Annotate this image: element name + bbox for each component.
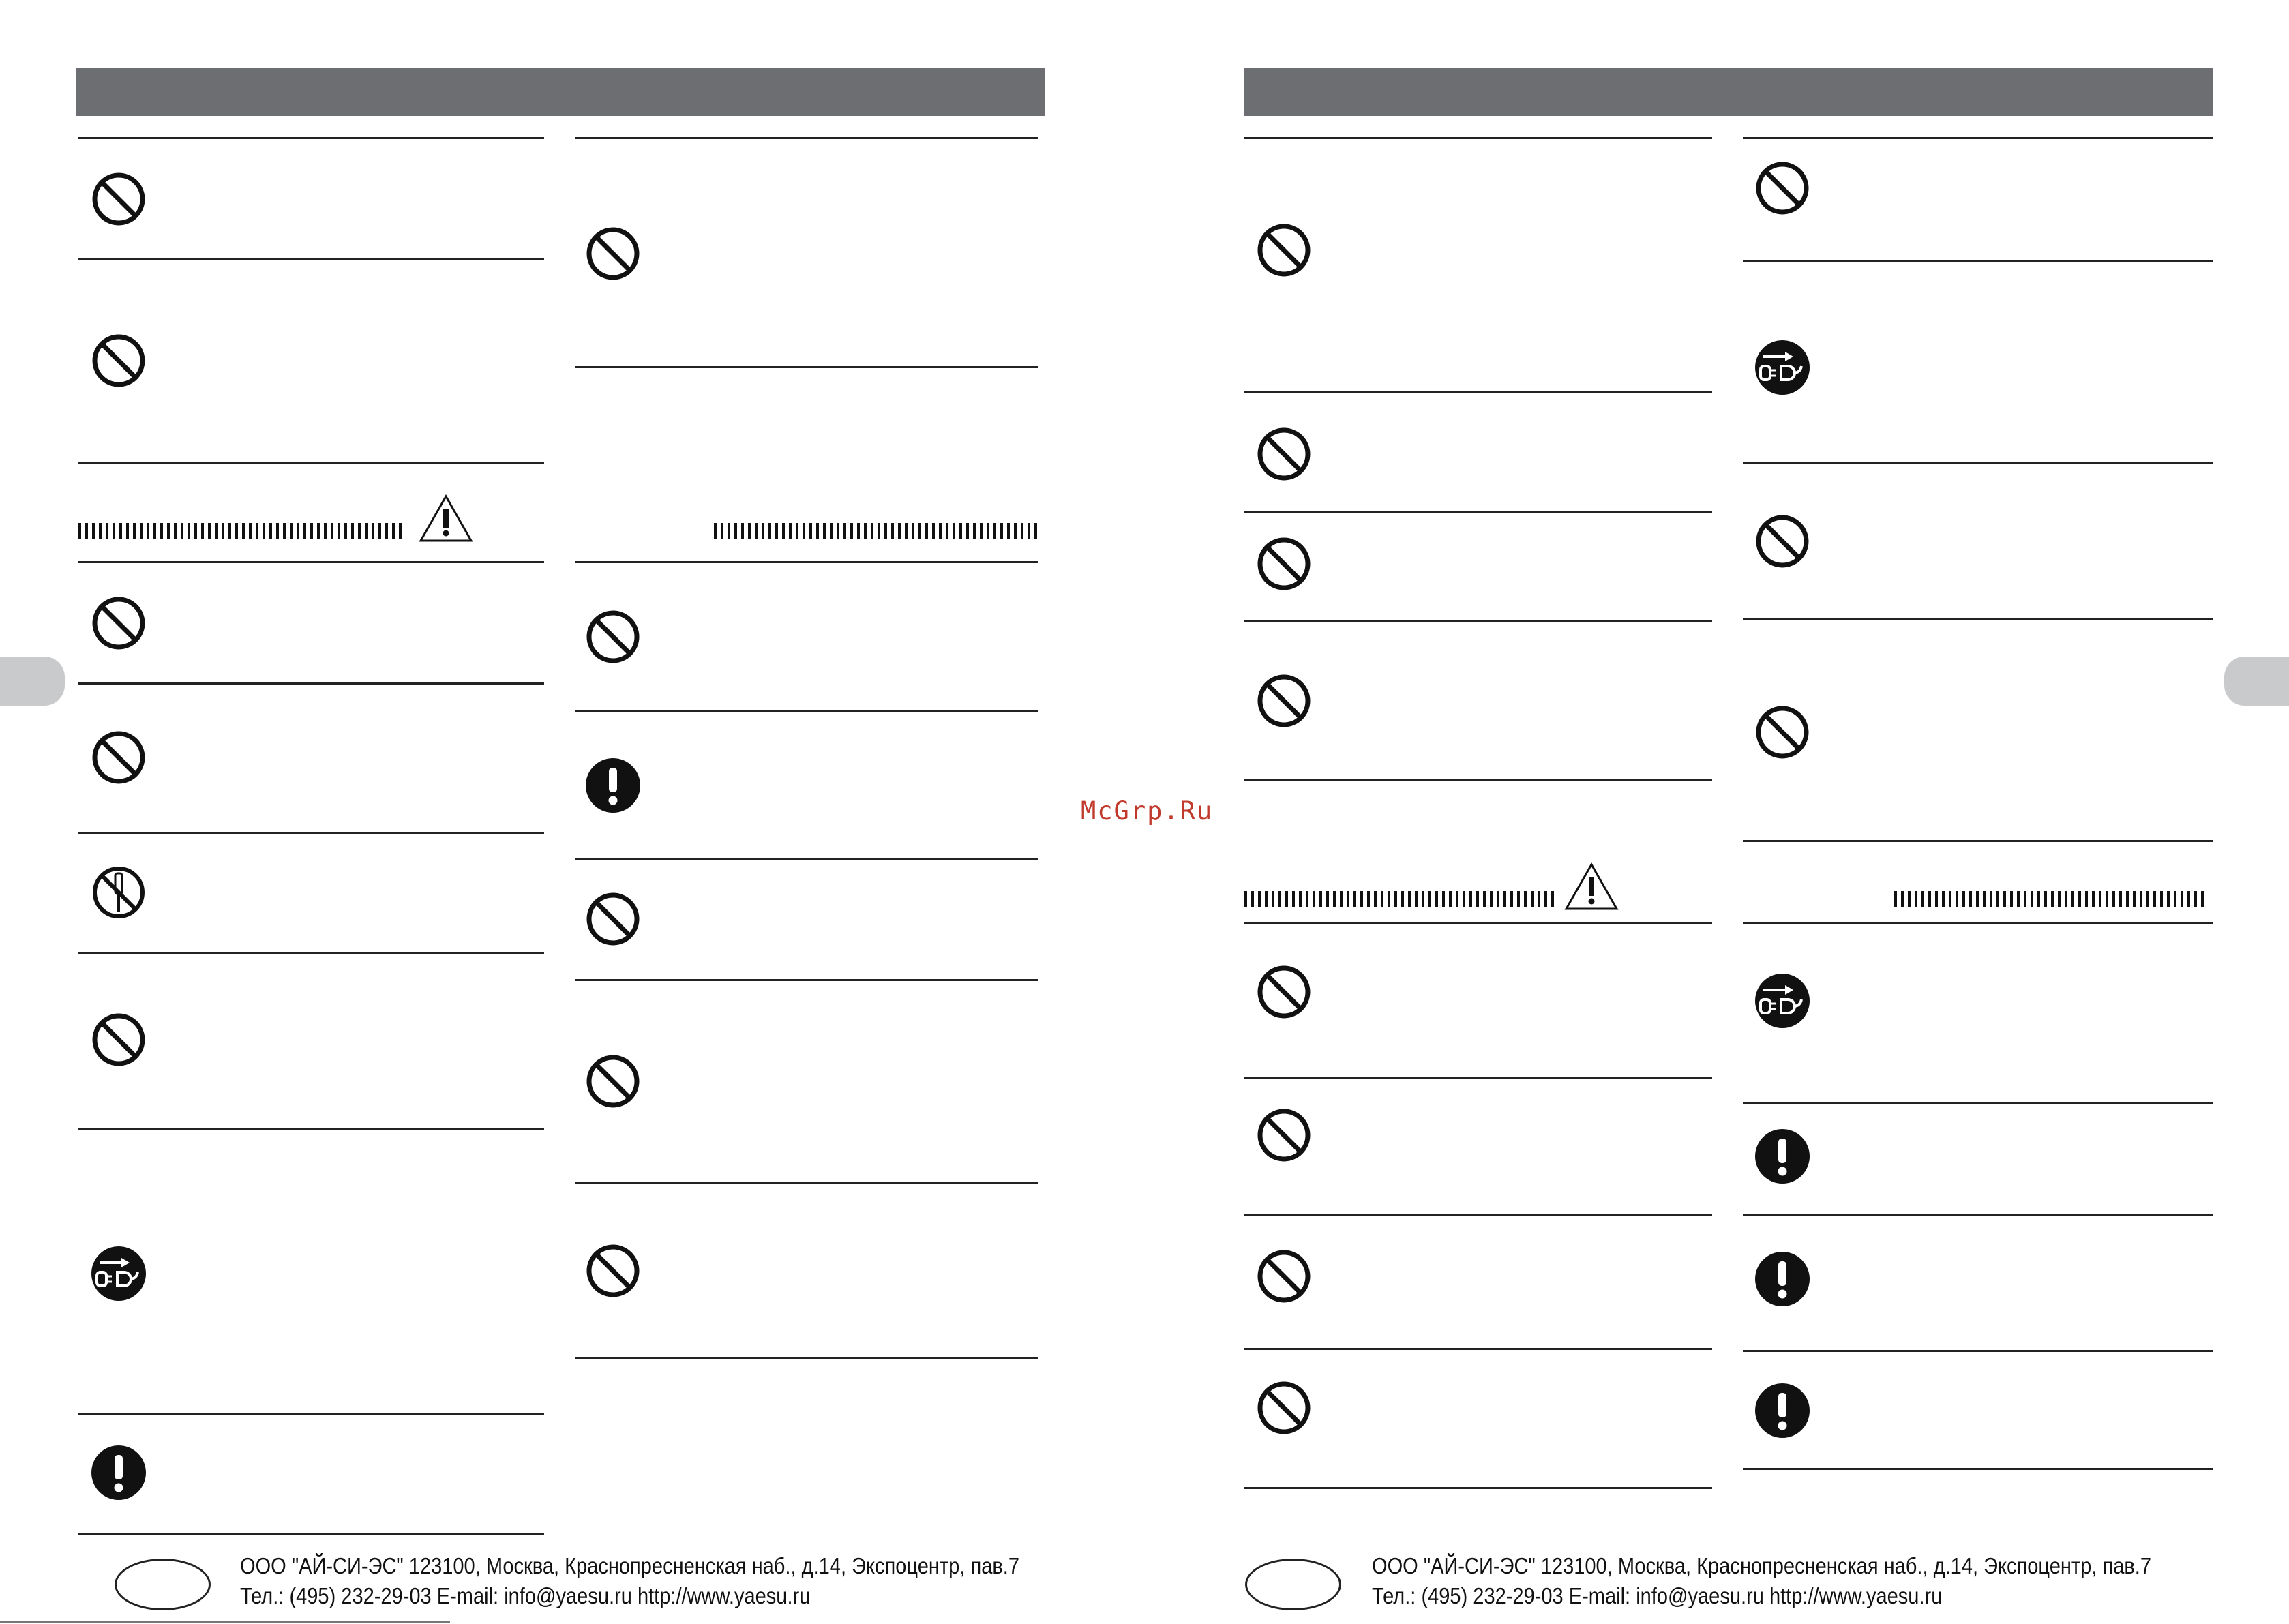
caution-hatch-bar [1894, 891, 2206, 907]
no-disassemble-icon [90, 864, 147, 921]
unplug-icon [1754, 972, 1811, 1029]
rule [1244, 391, 1712, 393]
rule [1244, 1214, 1712, 1216]
prohibition-icon [1754, 513, 1811, 570]
prohibition-icon [1255, 1248, 1313, 1305]
rule [1743, 840, 2213, 842]
prohibition-icon [1255, 222, 1313, 279]
prohibition-icon [1255, 1107, 1313, 1164]
rule [1743, 922, 2213, 924]
bottom-rule [0, 1621, 450, 1623]
right-side-tab [2224, 657, 2289, 706]
rule [575, 137, 1038, 139]
rule [1743, 618, 2213, 620]
rule [1743, 137, 2213, 139]
rule [78, 561, 544, 563]
rule [575, 858, 1038, 860]
rule [78, 258, 544, 260]
rule [575, 979, 1038, 981]
rule [78, 952, 544, 954]
prohibition-icon [584, 1053, 642, 1110]
unplug-icon [90, 1245, 147, 1302]
prohibition-icon [584, 225, 642, 282]
rule [1743, 1350, 2213, 1352]
prohibition-icon [1255, 963, 1313, 1021]
rule [575, 561, 1038, 563]
footer-company-line: ООО "АЙ-СИ-ЭС" 123100, Москва, Краснопресненская наб., д.14, Экспоцентр, пав.7 [240, 1553, 1019, 1578]
rule [1244, 1487, 1712, 1489]
left-page-header-bar [76, 68, 1045, 116]
rule [1743, 1102, 2213, 1104]
caution-hatch-bar [78, 523, 406, 539]
prohibition-icon [90, 729, 147, 786]
prohibition-icon [90, 332, 147, 389]
rule [78, 1533, 544, 1535]
footer-contact-line: Тел.: (495) 232-29-03 E-mail: info@yaesu.ru http://www.yaesu.ru [1372, 1583, 1943, 1608]
prohibition-icon [584, 890, 642, 948]
prohibition-icon [584, 1242, 642, 1299]
rule [1244, 922, 1712, 924]
prohibition-icon [1255, 425, 1313, 483]
footer-logo-oval [1245, 1559, 1341, 1610]
rule [1244, 1348, 1712, 1350]
footer-logo-oval [115, 1559, 211, 1610]
watermark: McGrp.Ru [1081, 796, 1214, 826]
prohibition-icon [584, 608, 642, 665]
rule [575, 366, 1038, 368]
left-side-tab [0, 657, 65, 706]
rule [78, 832, 544, 834]
caution-hatch-bar [714, 523, 1040, 539]
rule [1743, 1214, 2213, 1216]
prohibition-icon [1255, 535, 1313, 592]
exclamation-icon [1754, 1250, 1811, 1308]
right-page-header-bar [1244, 68, 2213, 116]
rule [78, 682, 544, 685]
warning-triangle-icon [1564, 862, 1619, 911]
rule [1743, 462, 2213, 464]
rule [1244, 511, 1712, 513]
prohibition-icon [1255, 1379, 1313, 1437]
exclamation-icon [1754, 1382, 1811, 1439]
rule [1244, 137, 1712, 139]
caution-hatch-bar [1244, 891, 1555, 907]
prohibition-icon [90, 1011, 147, 1068]
rule [78, 462, 544, 464]
prohibition-icon [1754, 160, 1811, 217]
footer-company-line: ООО "АЙ-СИ-ЭС" 123100, Москва, Краснопресненская наб., д.14, Экспоцентр, пав.7 [1372, 1553, 2151, 1578]
exclamation-icon [1754, 1128, 1811, 1185]
rule [78, 137, 544, 139]
unplug-icon [1754, 339, 1811, 396]
rule [78, 1128, 544, 1130]
prohibition-icon [1255, 672, 1313, 730]
rule [78, 1413, 544, 1415]
rule [1244, 620, 1712, 622]
rule [1244, 1077, 1712, 1079]
exclamation-icon [90, 1444, 147, 1501]
prohibition-icon [90, 170, 147, 228]
exclamation-icon [584, 757, 642, 814]
rule [1244, 779, 1712, 781]
rule [575, 1182, 1038, 1184]
rule [575, 1357, 1038, 1359]
footer-contact-line: Тел.: (495) 232-29-03 E-mail: info@yaesu.ru http://www.yaesu.ru [240, 1583, 811, 1608]
prohibition-icon [1754, 704, 1811, 761]
rule [575, 710, 1038, 712]
prohibition-icon [90, 595, 147, 652]
rule [1743, 260, 2213, 262]
rule [1743, 1468, 2213, 1470]
warning-triangle-icon [419, 494, 473, 543]
